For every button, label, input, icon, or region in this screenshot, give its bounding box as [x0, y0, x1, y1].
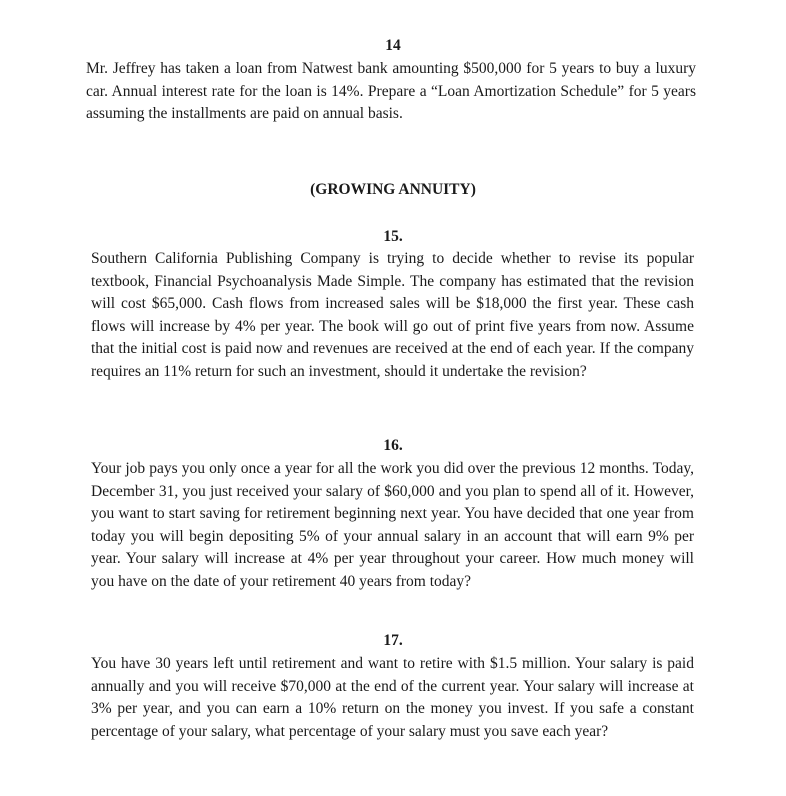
- question-14-text: Mr. Jeffrey has taken a loan from Natwest bank amounting $500,000 for 5 years to buy a luxury car. Annual interest rate for the loan is 14%. Prepare a “Loan Amortization Schedule” for 5 years assuming the installments are paid on annual basis.: [86, 60, 696, 122]
- question-16-number: 16.: [383, 437, 403, 454]
- question-15-text: Southern California Publishing Company is trying to decide whether to revise its popular textbook, Financial Psychoanalysis Made Simple. The company has estimated that the revision will cost $65,000. Cash flows from increased sales will be $18,000 the first year. These cash flows will increase by 4% per year. The book will go out of print five years from now. Assume that the initial cost is paid now and revenues are received at the end of each year. If the company requires an 11% return for such an investment, should it undertake the revision?: [91, 250, 694, 380]
- section-heading: (GROWING ANNUITY): [310, 181, 476, 198]
- question-15-number: 15.: [383, 228, 403, 245]
- question-17-number: 17.: [383, 632, 403, 649]
- question-14-number: 14: [385, 37, 401, 54]
- question-17-text: You have 30 years left until retirement and want to retire with $1.5 million. Your salary is paid annually and you will receive $70,000 at the end of the current year. Your salary will increase at 3% per year, and you can earn a 10% return on the money you invest. If you safe a constant percentage of your salary, what percentage of your salary must you save each year?: [91, 655, 694, 740]
- question-16-text: Your job pays you only once a year for all the work you did over the previous 12 months. Today, December 31, you just received your salary of $60,000 and you plan to spend all of it. However, you want to start saving for retirement beginning next year. You have decided that one year from today you will begin depositing 5% of your annual salary in an account that will earn 9% per year. Your salary will increase at 4% per year throughout your career. How much money will you have on the date of your retirement 40 years from today?: [91, 460, 694, 590]
